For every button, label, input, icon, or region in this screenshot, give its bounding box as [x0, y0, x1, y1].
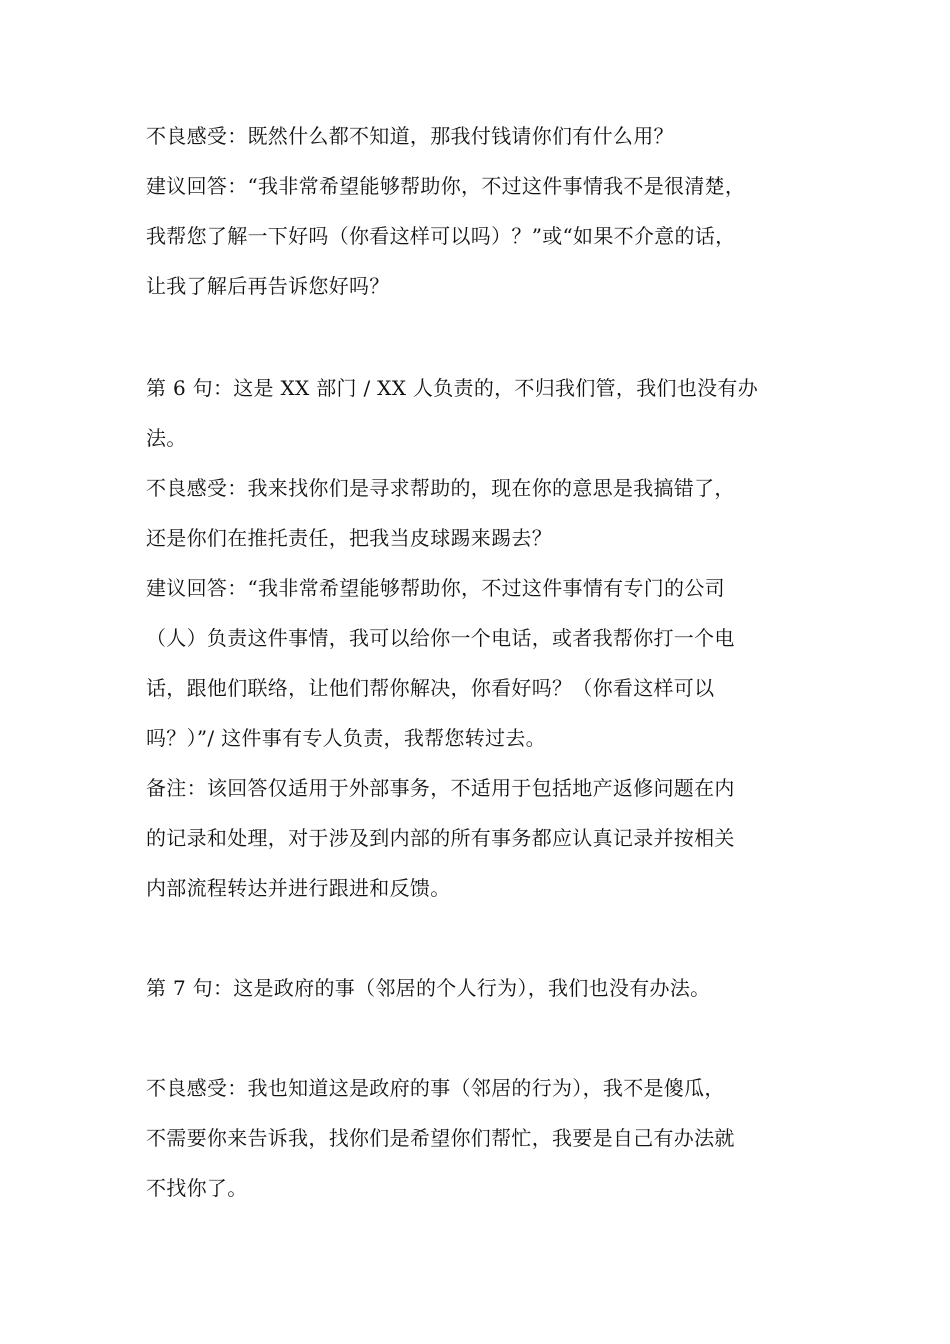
text-line: 法。 — [146, 426, 187, 450]
text-line: 的记录和处理，对于涉及到内部的所有事务都应认真记录并按相关 — [146, 826, 735, 850]
text-line: 让我了解后再告诉您好吗？ — [146, 274, 390, 298]
text-line: 内部流程转达并进行跟进和反馈。 — [146, 876, 451, 900]
text-line: 不良感受：既然什么都不知道，那我付钱请你们有什么用？ — [146, 124, 674, 148]
text-line: 还是你们在推托责任，把我当皮球踢来踢去？ — [146, 526, 552, 550]
text-line: 不良感受：我来找你们是寻求帮助的，现在你的意思是我搞错了， — [146, 476, 735, 500]
text-line: 不良感受：我也知道这是政府的事（邻居的行为），我不是傻瓜， — [146, 1076, 725, 1100]
text-line: 话，跟他们联络，让他们帮你解决，你看好吗？（你看这样可以 — [146, 676, 715, 700]
text-line: 我帮您了解一下好吗（你看这样可以吗）？”或“如果不介意的话， — [146, 224, 736, 248]
text-line: （人）负责这件事情，我可以给你一个电话，或者我帮你打一个电 — [146, 626, 735, 650]
text-line: 吗？）”/ 这件事有专人负责，我帮您转过去。 — [146, 726, 546, 750]
text-line: 不需要你来告诉我，找你们是希望你们帮忙，我要是自己有办法就 — [146, 1126, 735, 1150]
text-line: 建议回答：“我非常希望能够帮助你，不过这件事情我不是很清楚， — [146, 174, 746, 198]
text-line: 建议回答：“我非常希望能够帮助你，不过这件事情有专门的公司 — [146, 576, 725, 600]
section-heading: 第 7 句：这是政府的事（邻居的个人行为），我们也没有办法。 — [146, 976, 711, 1000]
text-line: 备注：该回答仅适用于外部事务，不适用于包括地产返修问题在内 — [146, 776, 735, 800]
section-heading: 第 6 句：这是 XX 部门 / XX 人负责的，不归我们管，我们也没有办 — [146, 376, 759, 400]
text-line: 不找你了。 — [146, 1176, 248, 1200]
